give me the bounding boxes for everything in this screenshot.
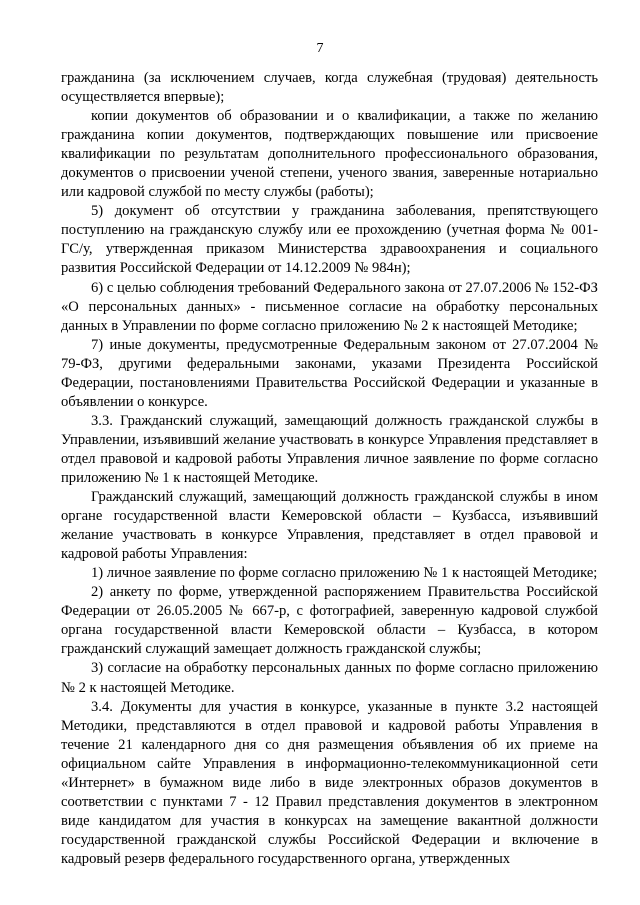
paragraph-sub-item-2: 2) анкету по форме, утвержденной распоряжением Правительства Российской Федерации от 26.05.2005 № 667-р, с фотографией, заверенную кадровой службой органа государственной власти Кемеровской области – Кузбасса, в котором гражданский служащий замещает должность гражданской службы; (61, 584, 598, 658)
paragraph-education-documents: копии документов об образовании и о квалификации, а также по желанию гражданина копии документов, подтверждающих повышение или присвоение квалификации по результатам дополнительного профессионального образования, документов о присвоении ученой степени, ученого звания, заверенные нотариально или кадровой службой по месту службы (работы); (61, 108, 598, 201)
page-number: 7 (316, 41, 324, 56)
paragraph-sub-item-1: 1) личное заявление по форме согласно приложению № 1 к настоящей Методике; (91, 565, 598, 582)
document-body (61, 69, 598, 869)
paragraph-item-6: 6) с целью соблюдения требований Федерального закона от 27.07.2006 № 152-ФЗ «О персональных данных» - письменное согласие на обработку персональных данных в Управлении по форме согласно приложению № 2 к настоящей Методике; (61, 279, 598, 334)
paragraph-sub-item-3: 3) согласие на обработку персональных данных по форме согласно приложению № 2 к настоящей Методике. (61, 660, 598, 696)
paragraph-intro-continuation: гражданина (за исключением случаев, когда служебная (трудовая) деятельность осуществляется впервые); (61, 70, 598, 106)
paragraph-other-authority: Гражданский служащий, замещающий должность гражданской службы в ином органе государственной власти Кемеровской области – Кузбасса, изъявивший желание участвовать в конкурсе Управления, представляет в отдел правовой и кадровой работы Управления: (61, 489, 598, 563)
paragraph-3-3: 3.3. Гражданский служащий, замещающий должность гражданской службы в Управлении, изъявивший желание участвовать в конкурсе Управления представляет в отдел правовой и кадровой работы Управления личное заявление по форме согласно приложению № 1 к настоящей Методике. (61, 412, 598, 486)
paragraph-item-5: 5) документ об отсутствии у гражданина заболевания, препятствующего поступлению на гражданскую службу или ее прохождению (учетная форма № 001- ГС/у, утвержденная приказом Министерства здравоохранения и социального развития Российской Федерации от 14.12.2009 № 984н); (61, 203, 598, 277)
paragraph-3-4: 3.4. Документы для участия в конкурсе, указанные в пункте 3.2 настоящей Методики, представляются в отдел правовой и кадровой работы Управления в течение 21 календарного дня со дня размещения объявления об их приеме на официальном сайте Управления в информационно-телекоммуникационной сети «Интернет» в бумажном виде либо в виде электронных образов документов в соответствии с пунктами 7 - 12 Правил представления документов в электронном виде кандидатом для участия в конкурсах на замещение вакантной должности государственной гражданской службы Российской Федерации и включение в кадровый резерв федерального государственного органа, утвержденных (61, 698, 598, 867)
paragraph-item-7: 7) иные документы, предусмотренные Федеральным законом от 27.07.2004 № 79-ФЗ, другими федеральными законами, указами Президента Российской Федерации, постановлениями Правительства Российской Федерации и указанные в объявлении о конкурсе. (61, 336, 598, 410)
